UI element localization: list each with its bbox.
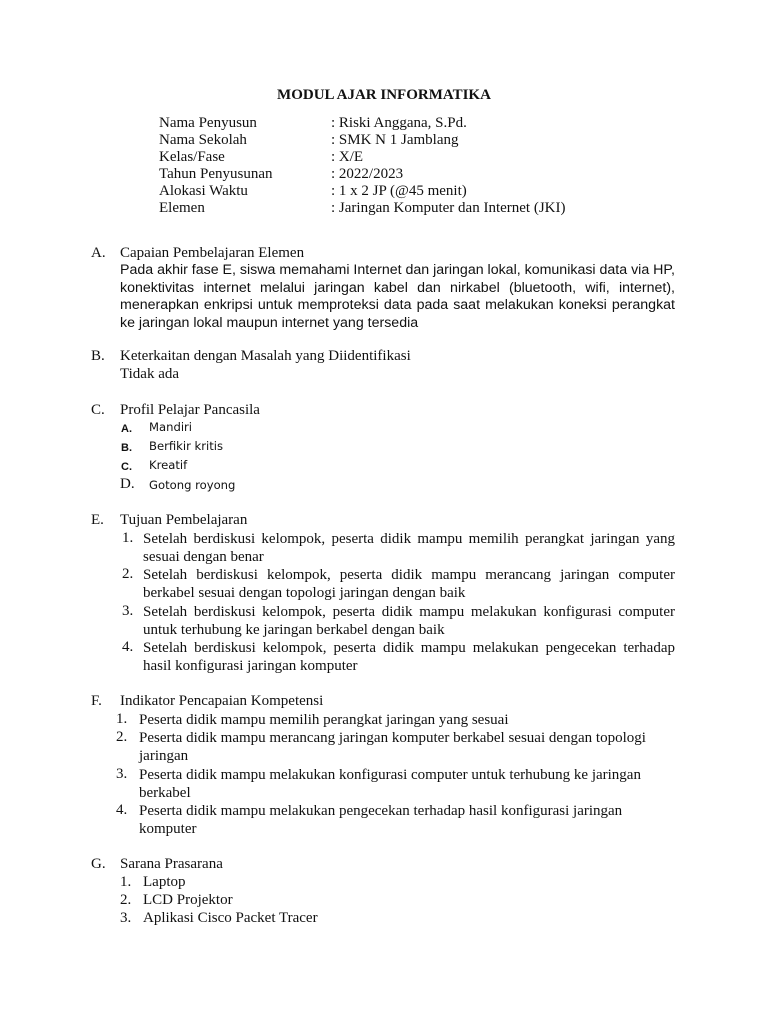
indicator-line: komputer <box>139 821 197 837</box>
objective-line: Setelah berdiskusi kelompok, peserta didik mampu melakukan pengecekan terhadap <box>143 640 675 656</box>
profile-item-label: D. <box>120 476 135 492</box>
indicator-number: 3. <box>116 766 128 782</box>
section-f-letter: F. <box>91 693 102 709</box>
section-e-title: Tujuan Pembelajaran <box>120 512 248 528</box>
objective-number: 3. <box>122 603 134 619</box>
section-a-letter: A. <box>91 245 106 261</box>
header-key-tahun: Tahun Penyusunan <box>159 166 273 182</box>
indicator-item <box>139 802 675 838</box>
facility-item: LCD Projektor <box>143 892 233 908</box>
profile-item-label: A. <box>121 423 132 435</box>
profile-item-label: B. <box>121 442 132 454</box>
objective-item <box>143 639 675 675</box>
profile-item-label: C. <box>121 461 132 473</box>
header-value-sekolah: : SMK N 1 Jamblang <box>331 132 459 148</box>
facility-item: Aplikasi Cisco Packet Tracer <box>143 910 318 926</box>
indicator-line: Peserta didik mampu merancang jaringan komputer berkabel sesuai dengan topologi <box>139 730 646 746</box>
objective-line: Setelah berdiskusi kelompok, peserta didik mampu melakukan konfigurasi computer <box>143 604 675 620</box>
section-f-title: Indikator Pencapaian Kompetensi <box>120 693 324 709</box>
section-g-letter: G. <box>91 856 106 872</box>
indicator-line: Peserta didik mampu melakukan pengecekan terhadap hasil konfigurasi jaringan <box>139 803 623 819</box>
facility-number: 2. <box>120 892 132 908</box>
section-a-line: menerapkan enkripsi untuk memproteksi data pada saat melakukan koneksi perangkat <box>120 297 675 314</box>
indicator-line: jaringan <box>139 748 189 764</box>
section-e-letter: E. <box>91 512 104 528</box>
section-b-letter: B. <box>91 348 105 364</box>
section-a-title: Capaian Pembelajaran Elemen <box>120 245 305 261</box>
header-key-elemen: Elemen <box>159 200 205 216</box>
section-a-paragraph <box>120 262 675 332</box>
header-value-penyusun: : Riski Anggana, S.Pd. <box>331 115 467 131</box>
objective-item <box>143 566 675 602</box>
section-b-title: Keterkaitan dengan Masalah yang Diidentifikasi <box>120 348 411 364</box>
section-a-line: Pada akhir fase E, siswa memahami Internet dan jaringan lokal, komunikasi data via HP, <box>120 262 675 278</box>
facility-number: 1. <box>120 874 132 890</box>
objective-item <box>143 603 675 639</box>
objective-number: 2. <box>122 566 134 582</box>
profile-item-text: Gotong royong <box>149 478 236 492</box>
indicator-line: Peserta didik mampu melakukan konfigurasi computer untuk terhubung ke jaringan <box>139 767 641 783</box>
objective-line: berkabel sesuai dengan topologi jaringan dengan baik <box>143 585 466 601</box>
objective-line: Setelah berdiskusi kelompok, peserta didik mampu memilih perangkat jaringan yang <box>143 531 675 547</box>
indicator-number: 1. <box>116 711 128 727</box>
profile-item-text: Mandiri <box>149 420 193 434</box>
indicator-item <box>139 711 675 729</box>
indicator-item <box>139 766 675 802</box>
profile-item-text: Berfikir kritis <box>149 439 224 453</box>
header-value-elemen: : Jaringan Komputer dan Internet (JKI) <box>331 200 566 216</box>
header-key-sekolah: Nama Sekolah <box>159 132 247 148</box>
objective-line: sesuai dengan benar <box>143 549 264 565</box>
objective-item <box>143 530 675 566</box>
objective-line: untuk terhubung ke jaringan berkabel dengan baik <box>143 622 445 638</box>
header-key-penyusun: Nama Penyusun <box>159 115 257 131</box>
header-value-kelas: : X/E <box>331 149 364 165</box>
header-key-alokasi: Alokasi Waktu <box>159 183 248 199</box>
objective-number: 1. <box>122 530 134 546</box>
facility-item: Laptop <box>143 874 186 890</box>
facility-number: 3. <box>120 910 132 926</box>
indicator-item <box>139 729 675 765</box>
section-c-title: Profil Pelajar Pancasila <box>120 402 260 418</box>
indicator-number: 4. <box>116 802 128 818</box>
section-b-text: Tidak ada <box>120 366 180 382</box>
objective-number: 4. <box>122 639 134 655</box>
indicator-line: Peserta didik mampu memilih perangkat jaringan yang sesuai <box>139 712 509 728</box>
section-a-line: ke jaringan lokal maupun internet yang tersedia <box>120 314 419 331</box>
document-title: MODUL AJAR INFORMATIKA <box>277 87 491 103</box>
header-key-kelas: Kelas/Fase <box>159 149 225 165</box>
objective-line: Setelah berdiskusi kelompok, peserta didik mampu merancang jaringan computer <box>143 567 675 583</box>
header-value-alokasi: : 1 x 2 JP (@45 menit) <box>331 183 467 199</box>
section-g-title: Sarana Prasarana <box>120 856 223 872</box>
indicator-number: 2. <box>116 729 128 745</box>
section-a-line: konektivitas internet melalui jaringan kabel dan nirkabel (bluetooth, wifi, internet), <box>120 279 675 296</box>
indicator-line: berkabel <box>139 785 191 801</box>
objective-line: hasil konfigurasi jaringan komputer <box>143 658 358 674</box>
header-value-tahun: : 2022/2023 <box>331 166 404 182</box>
section-c-letter: C. <box>91 402 105 418</box>
profile-item-text: Kreatif <box>149 458 188 472</box>
